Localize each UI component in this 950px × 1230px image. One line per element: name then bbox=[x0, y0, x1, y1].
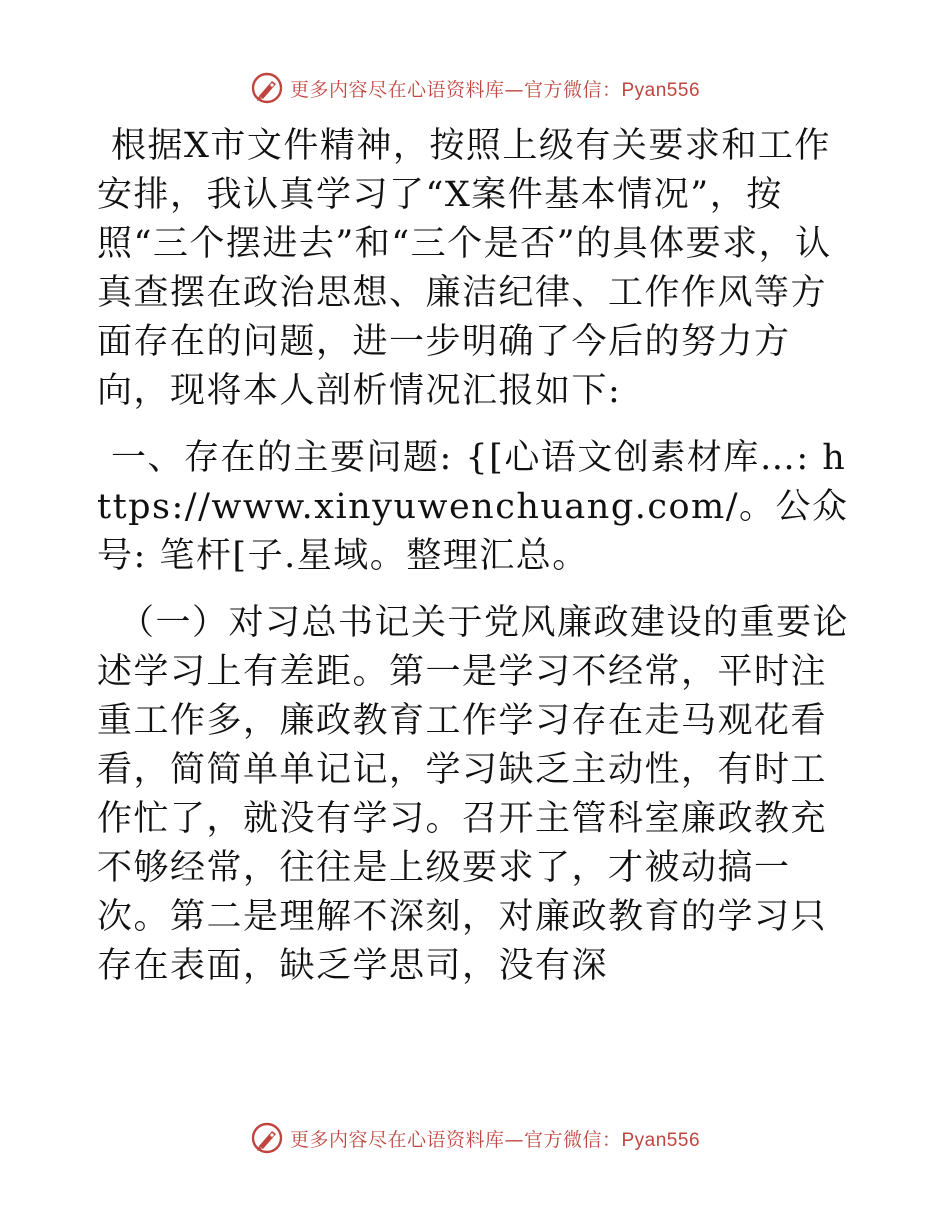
banner-separator: — bbox=[504, 1128, 524, 1151]
document-body bbox=[97, 122, 853, 1009]
banner-text bbox=[290, 75, 700, 102]
banner-wechat-label: 官方微信： bbox=[523, 1128, 622, 1151]
banner-wechat-handle: Pyan556 bbox=[621, 1129, 701, 1151]
banner-wechat-handle: Pyan556 bbox=[621, 79, 701, 101]
pen-nib-icon bbox=[250, 71, 284, 105]
footer-banner bbox=[0, 1118, 950, 1158]
paragraph-section-heading: 一、存在的主要问题: {[心语文创素材库…: https://www.xinyuwenchuang.com/。公众号: 笔杆[子.星域。整理汇总。 bbox=[97, 438, 849, 576]
banner-slogan: 更多内容尽在心语资料库 bbox=[289, 78, 505, 101]
banner-text bbox=[290, 1125, 700, 1152]
paragraph-section-one: （一）对习总书记关于党风廉政建设的重要论述学习上有差距。第一是学习不经常，平时注重工作多，廉政教育工作学习存在走马观花看看，简简单单记记，学习缺乏主动性，有时工作忙了，就没有学习。召开主管科室廉政教充不够经常，往往是上级要求了，才被动搞一次。第二是理解不深刻，对廉政教育的学习只存在表面，缺乏学思司，没有深 bbox=[97, 603, 850, 986]
paragraph-intro: 根据X市文件精神，按照上级有关要求和工作安排，我认真学习了“X案件基本情况”，按照“三个摆进去”和“三个是否”的具体要求，认真查摆在政治思想、廉洁纪律、工作作风等方面存在的问题，进一步明确了今后的努力方向，现将本人剖析情况汇报如下: bbox=[97, 126, 832, 411]
pen-nib-icon bbox=[250, 1121, 284, 1155]
banner-separator: — bbox=[504, 78, 524, 101]
banner-wechat-label: 官方微信： bbox=[523, 78, 622, 101]
header-banner bbox=[0, 68, 950, 108]
banner-slogan: 更多内容尽在心语资料库 bbox=[289, 1128, 505, 1151]
